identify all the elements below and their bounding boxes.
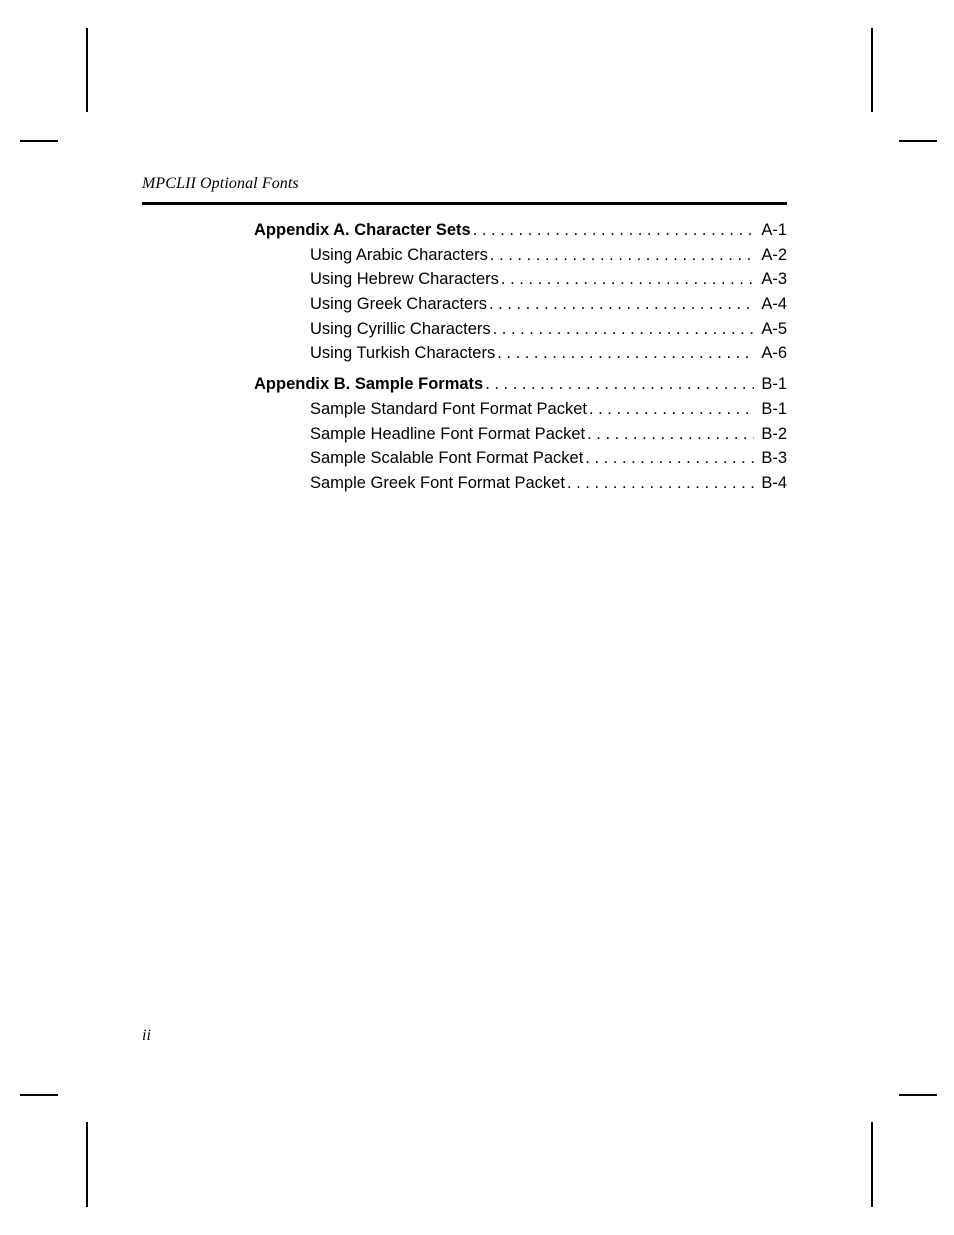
dot-leader (501, 267, 754, 292)
toc-entry-page: B-3 (761, 449, 787, 468)
toc-entry-appendix-a[interactable] (254, 218, 787, 243)
toc-entry-page: A-4 (761, 295, 787, 314)
crop-mark-bottom-left-vertical (86, 1122, 88, 1207)
toc-entry-page: A-6 (761, 344, 787, 363)
crop-mark-bottom-right-horizontal (899, 1094, 937, 1096)
dot-leader (485, 372, 754, 397)
toc-entry-title: Sample Standard Font Format Packet (310, 399, 587, 418)
toc-entry-title: Appendix A. Character Sets (254, 221, 471, 239)
dot-leader (567, 471, 754, 496)
toc-entry-title: Sample Scalable Font Format Packet (310, 449, 584, 468)
toc-entry-page: A-1 (761, 221, 787, 239)
toc-entry-scalable-packet[interactable] (254, 446, 787, 471)
toc-entry-title: Using Cyrillic Characters (310, 319, 491, 338)
dot-leader (587, 422, 754, 447)
crop-mark-top-left-horizontal (20, 140, 58, 142)
toc-entry-page: A-5 (761, 319, 787, 338)
toc-entry-headline-packet[interactable] (254, 422, 787, 447)
crop-mark-top-left-vertical (86, 28, 88, 112)
toc-entry-title: Using Arabic Characters (310, 245, 488, 264)
toc-entry-page: B-1 (761, 399, 787, 418)
crop-mark-bottom-right-vertical (871, 1122, 873, 1207)
crop-mark-bottom-left-horizontal (20, 1094, 58, 1096)
dot-leader (589, 397, 754, 422)
toc-entry-standard-packet[interactable] (254, 397, 787, 422)
toc-entry-hebrew[interactable] (254, 267, 787, 292)
toc-entry-title: Using Hebrew Characters (310, 270, 499, 289)
dot-leader (497, 341, 754, 366)
dot-leader (490, 243, 754, 268)
page-number: ii (142, 1027, 151, 1044)
toc-entry-page: B-2 (761, 424, 787, 443)
toc-entry-page: B-1 (761, 375, 787, 394)
running-head: MPCLII Optional Fonts (142, 175, 299, 192)
toc-entry-title: Using Greek Characters (310, 295, 487, 314)
toc-entry-greek[interactable] (254, 292, 787, 317)
toc-entry-page: B-4 (761, 473, 787, 492)
toc-entry-title: Sample Greek Font Format Packet (310, 473, 565, 492)
dot-leader (493, 317, 754, 342)
toc-entry-title: Using Turkish Characters (310, 344, 496, 363)
dot-leader (489, 292, 754, 317)
dot-leader (585, 446, 754, 471)
dot-leader (473, 218, 754, 243)
toc-entry-appendix-b[interactable] (254, 372, 787, 397)
toc-entry-cyrillic[interactable] (254, 317, 787, 342)
toc-entry-title: Appendix B. Sample Formats (254, 375, 484, 394)
header-rule (142, 202, 787, 205)
toc-entry-greek-packet[interactable] (254, 471, 787, 496)
toc-entry-page: A-3 (761, 270, 787, 289)
toc-entry-page: A-2 (761, 245, 787, 264)
toc-entry-title: Sample Headline Font Format Packet (310, 424, 586, 443)
crop-mark-top-right-vertical (871, 28, 873, 112)
crop-mark-top-right-horizontal (899, 140, 937, 142)
toc-entry-arabic[interactable] (254, 243, 787, 268)
table-of-contents (254, 218, 787, 496)
toc-entry-turkish[interactable] (254, 341, 787, 366)
